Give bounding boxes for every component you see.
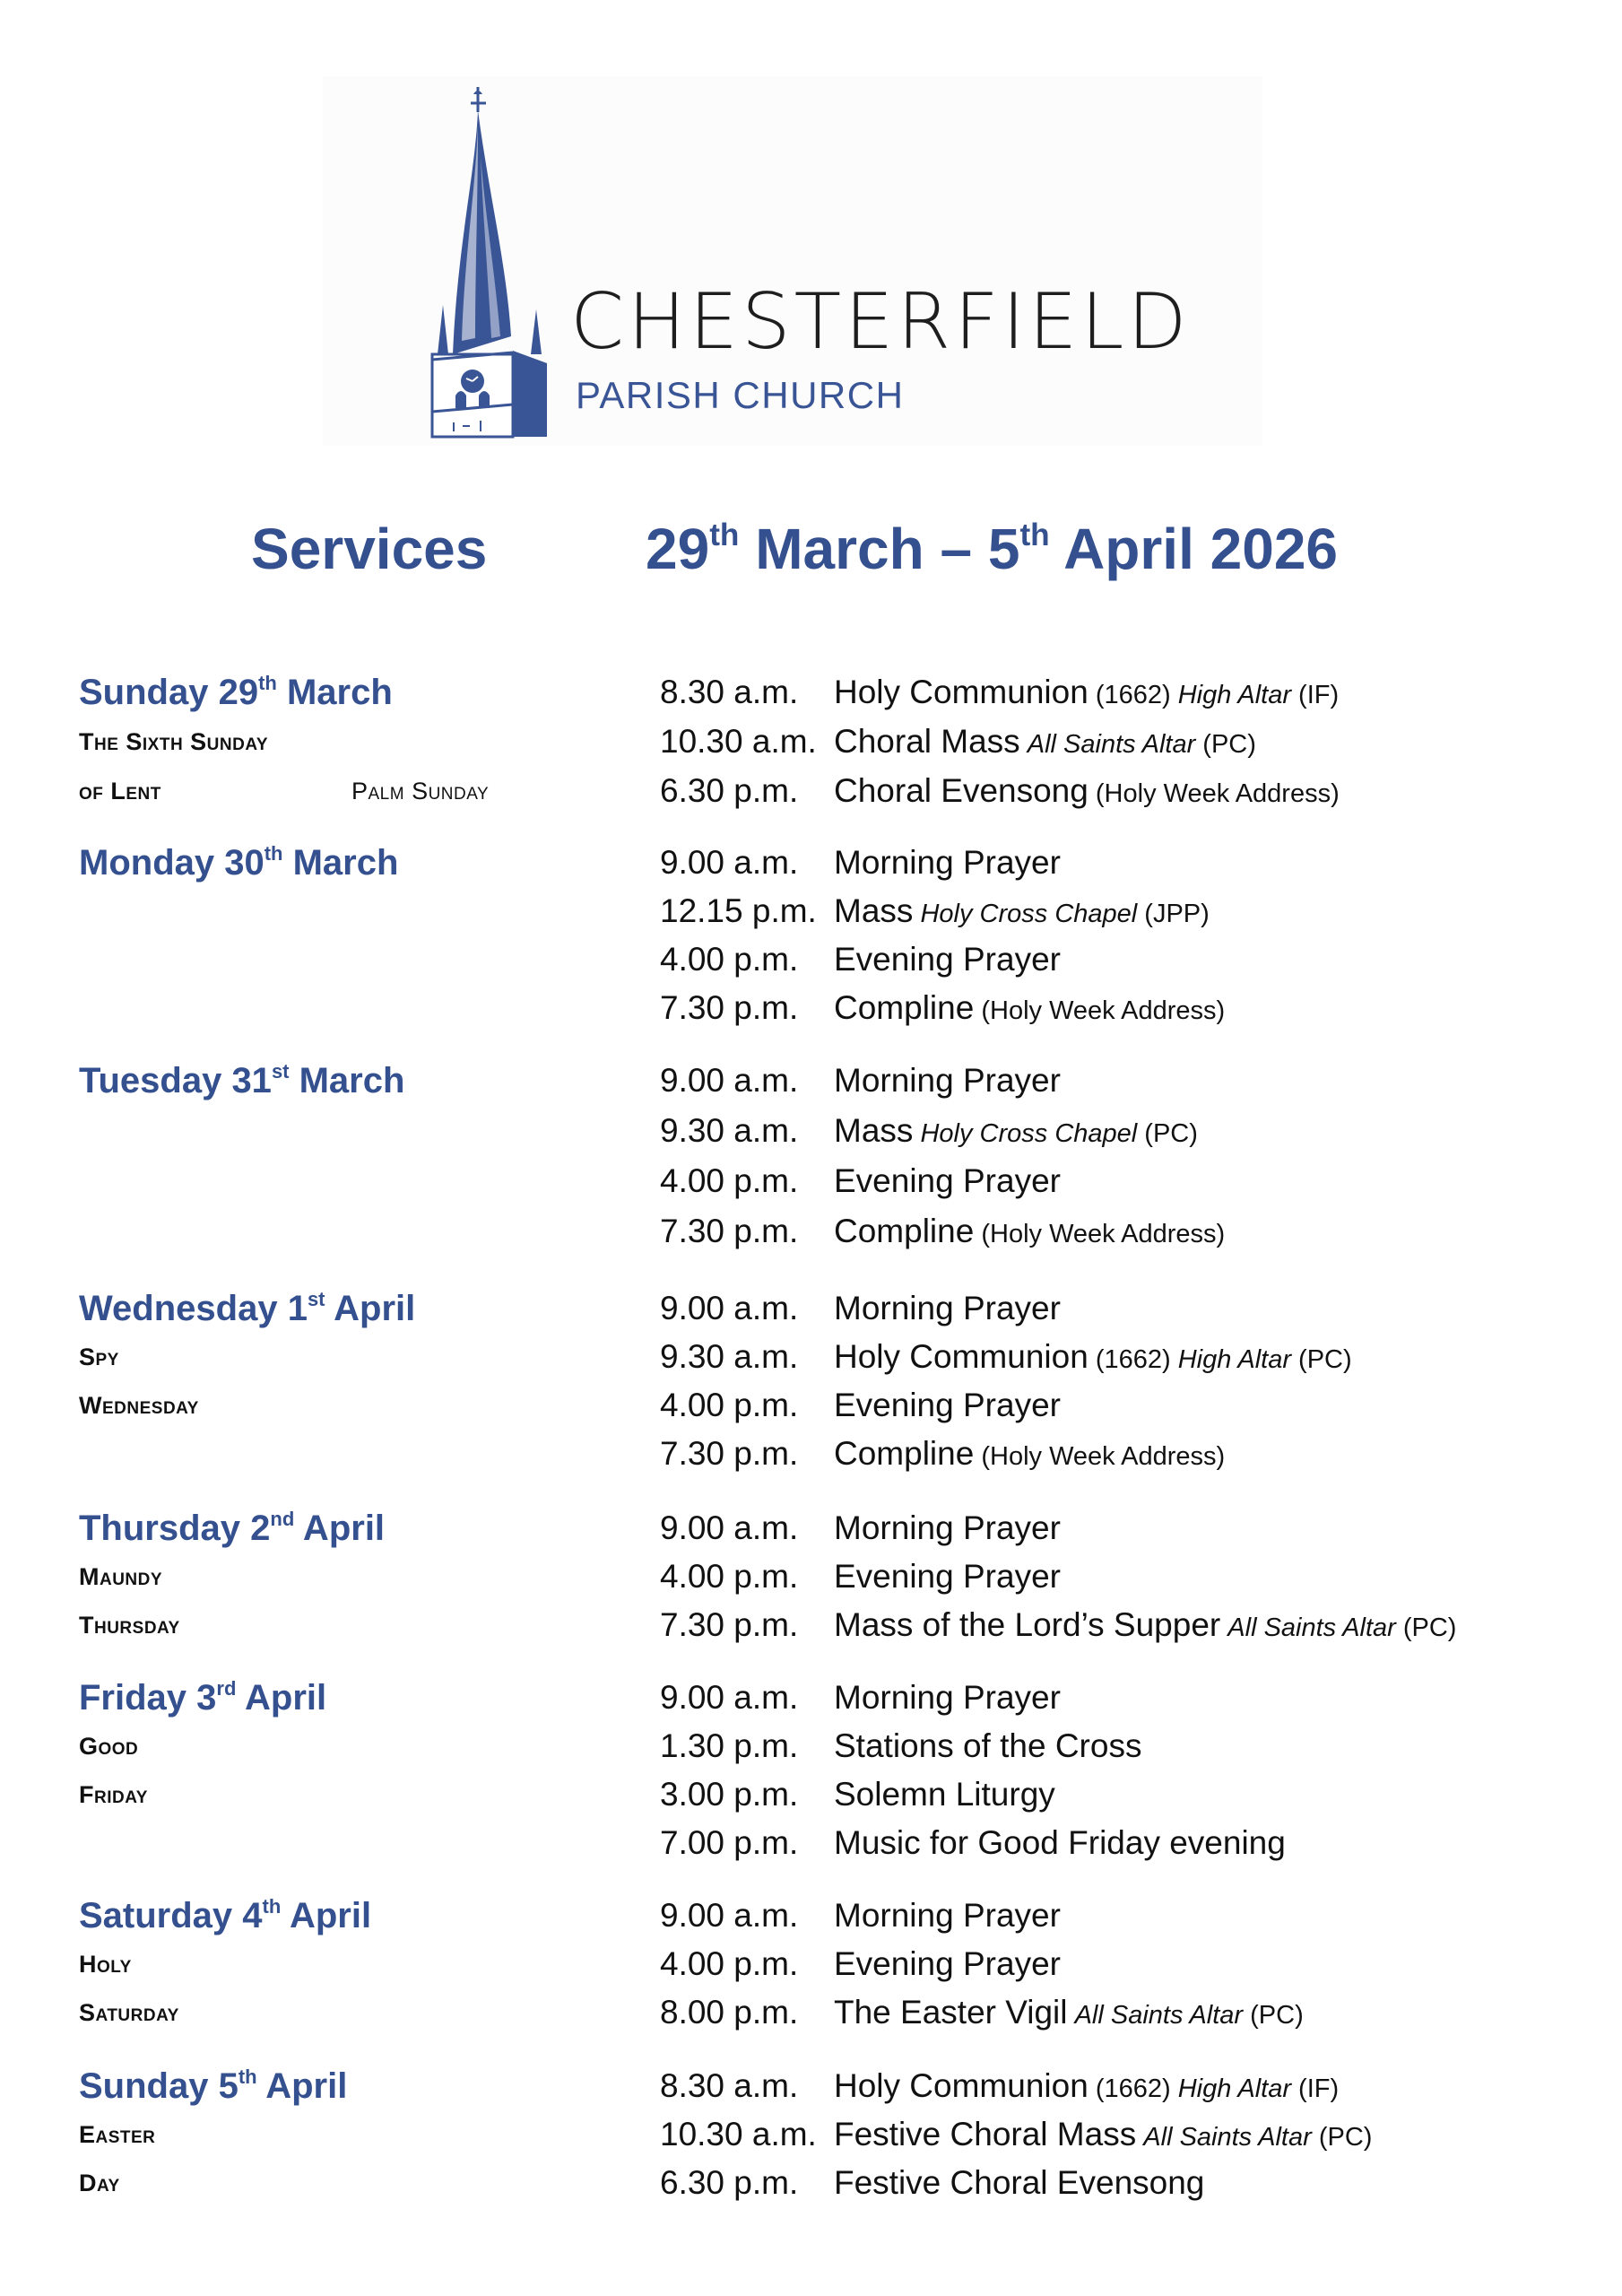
service-officiant: (PC) xyxy=(1311,2123,1373,2152)
service-name: Mass xyxy=(834,1112,914,1149)
service-name: Music for Good Friday evening xyxy=(834,1824,1286,1861)
service-location: All Saints Altar xyxy=(1027,730,1196,759)
service-row xyxy=(660,1988,1304,2039)
service-row xyxy=(660,718,1256,769)
liturgical-day-label: Wednesday xyxy=(79,1392,199,1419)
service-row xyxy=(660,1819,1286,1870)
service-note: (Holy Week Address) xyxy=(1088,779,1340,808)
service-officiant: (PC) xyxy=(1137,1119,1198,1148)
service-name: Compline xyxy=(834,989,975,1026)
service-name: Solemn Liturgy xyxy=(834,1776,1055,1813)
day-heading: Tuesday 31st March xyxy=(79,1059,405,1100)
day-heading: Friday 3rd April xyxy=(79,1676,327,1718)
service-row xyxy=(660,1770,1055,1822)
service-row xyxy=(660,1157,1061,1208)
date-range: 29th March – 5th April 2026 xyxy=(646,517,1338,581)
service-row xyxy=(660,887,1210,938)
service-row xyxy=(660,2159,1204,2210)
service-officiant: (IF) xyxy=(1291,681,1340,709)
service-row xyxy=(660,1057,1061,1108)
service-time: 4.00 p.m. xyxy=(660,1162,799,1199)
service-location: Holy Cross Chapel xyxy=(920,1119,1138,1148)
service-officiant: (JPP) xyxy=(1137,900,1210,928)
service-name: Holy Communion xyxy=(834,674,1089,710)
service-time: 7.30 p.m. xyxy=(660,1213,799,1249)
liturgical-day-label: Day xyxy=(79,2170,120,2196)
service-row xyxy=(660,984,1225,1035)
service-row xyxy=(660,767,1340,818)
day-heading: Saturday 4th April xyxy=(79,1894,372,1935)
church-subtitle: PARISH CHURCH xyxy=(576,374,905,416)
service-note: (1662) xyxy=(1088,681,1178,709)
service-officiant: (PC) xyxy=(1395,1613,1457,1642)
service-name: The Easter Vigil xyxy=(834,1994,1068,2031)
service-time: 10.30 a.m. xyxy=(660,723,817,760)
service-time: 4.00 p.m. xyxy=(660,1558,799,1595)
service-name: Evening Prayer xyxy=(834,1387,1061,1423)
church-name: CHESTERFIELD xyxy=(570,277,1191,367)
service-name: Choral Evensong xyxy=(834,772,1089,809)
service-officiant: (PC) xyxy=(1195,730,1256,759)
service-row xyxy=(660,839,1061,890)
service-row xyxy=(660,1381,1061,1432)
service-row xyxy=(660,1107,1198,1158)
liturgical-day-label: Holy xyxy=(79,1951,132,1978)
service-row xyxy=(660,1504,1061,1555)
service-time: 9.30 a.m. xyxy=(660,1112,799,1149)
service-note xyxy=(1068,2001,1075,2030)
liturgical-day-label: Easter xyxy=(79,2121,156,2148)
liturgical-day-label: Thursday xyxy=(79,1612,180,1639)
service-time: 8.00 p.m. xyxy=(660,1994,799,2031)
service-officiant: (PC) xyxy=(1243,2001,1304,2030)
service-note: (1662) xyxy=(1088,2074,1178,2103)
page-title: Services xyxy=(251,517,488,581)
service-time: 10.30 a.m. xyxy=(660,2116,817,2152)
service-name: Evening Prayer xyxy=(834,1945,1061,1982)
liturgical-day-label: Spy xyxy=(79,1344,119,1370)
service-time: 9.00 a.m. xyxy=(660,1897,799,1934)
service-name: Morning Prayer xyxy=(834,1062,1061,1099)
service-time: 4.00 p.m. xyxy=(660,1387,799,1423)
service-name: Choral Mass xyxy=(834,723,1020,760)
service-location: Holy Cross Chapel xyxy=(920,900,1138,928)
service-name: Mass of the Lord’s Supper xyxy=(834,1606,1221,1643)
service-time: 9.00 a.m. xyxy=(660,844,799,881)
service-name: Stations of the Cross xyxy=(834,1727,1142,1764)
service-note: (Holy Week Address) xyxy=(974,1442,1226,1471)
service-time: 9.00 a.m. xyxy=(660,1679,799,1716)
liturgical-day-label: The Sixth Sunday xyxy=(79,728,268,755)
service-name: Morning Prayer xyxy=(834,1679,1061,1716)
liturgical-day-label: Friday xyxy=(79,1781,148,1808)
service-row xyxy=(660,1940,1061,1991)
day-heading: Sunday 29th March xyxy=(79,671,393,712)
service-time: 1.30 p.m. xyxy=(660,1727,799,1764)
service-name: Holy Communion xyxy=(834,1338,1089,1375)
service-note: (Holy Week Address) xyxy=(974,1220,1226,1248)
service-note: (1662) xyxy=(1088,1345,1178,1374)
service-row xyxy=(660,1207,1225,1258)
service-name: Holy Communion xyxy=(834,2067,1089,2104)
service-row xyxy=(660,1333,1352,1384)
service-row xyxy=(660,1601,1456,1652)
service-time: 3.00 p.m. xyxy=(660,1776,799,1813)
service-name: Morning Prayer xyxy=(834,1290,1061,1326)
service-row xyxy=(660,1674,1061,1725)
service-time: 9.00 a.m. xyxy=(660,1062,799,1099)
day-heading: Wednesday 1st April xyxy=(79,1287,416,1328)
service-name: Morning Prayer xyxy=(834,1509,1061,1546)
liturgical-day-label: Good xyxy=(79,1733,139,1760)
service-time: 6.30 p.m. xyxy=(660,772,799,809)
service-name: Evening Prayer xyxy=(834,1558,1061,1595)
service-time: 9.00 a.m. xyxy=(660,1509,799,1546)
service-name: Mass xyxy=(834,892,914,929)
service-location: High Altar xyxy=(1177,2074,1291,2103)
service-row xyxy=(660,2062,1339,2113)
liturgical-day-label: Maundy xyxy=(79,1563,163,1590)
service-name: Evening Prayer xyxy=(834,1162,1061,1199)
day-heading: Sunday 5th April xyxy=(79,2065,348,2106)
liturgical-day-alt-label: Palm Sunday xyxy=(351,778,490,804)
service-row xyxy=(660,1722,1141,1773)
service-time: 7.30 p.m. xyxy=(660,989,799,1026)
service-location: All Saints Altar xyxy=(1074,2001,1244,2030)
service-time: 7.30 p.m. xyxy=(660,1606,799,1643)
service-time: 7.00 p.m. xyxy=(660,1824,799,1861)
service-row xyxy=(660,935,1061,987)
service-officiant: (IF) xyxy=(1291,2074,1340,2103)
service-time: 4.00 p.m. xyxy=(660,1945,799,1982)
liturgical-day-label: Saturday xyxy=(79,1999,179,2026)
service-time: 4.00 p.m. xyxy=(660,941,799,978)
service-time: 12.15 p.m. xyxy=(660,892,817,929)
service-time: 9.00 a.m. xyxy=(660,1290,799,1326)
crooked-spire-icon xyxy=(421,85,556,439)
service-row xyxy=(660,1892,1061,1943)
service-time: 7.30 p.m. xyxy=(660,1435,799,1472)
service-location: All Saints Altar xyxy=(1143,2123,1312,2152)
service-row xyxy=(660,668,1339,719)
service-name: Morning Prayer xyxy=(834,844,1061,881)
service-time: 6.30 p.m. xyxy=(660,2164,799,2201)
service-row xyxy=(660,1284,1061,1335)
service-location: High Altar xyxy=(1177,681,1291,709)
service-time: 8.30 a.m. xyxy=(660,674,799,710)
service-note xyxy=(1020,730,1028,759)
service-name: Festive Choral Evensong xyxy=(834,2164,1205,2201)
day-heading: Thursday 2nd April xyxy=(79,1507,386,1548)
service-row xyxy=(660,1430,1225,1481)
service-row xyxy=(660,1552,1061,1604)
service-name: Evening Prayer xyxy=(834,941,1061,978)
service-name: Morning Prayer xyxy=(834,1897,1061,1934)
service-time: 8.30 a.m. xyxy=(660,2067,799,2104)
service-row xyxy=(660,2110,1372,2161)
day-heading: Monday 30th March xyxy=(79,841,399,883)
service-name: Compline xyxy=(834,1435,975,1472)
service-time: 9.30 a.m. xyxy=(660,1338,799,1375)
service-officiant: (PC) xyxy=(1291,1345,1352,1374)
service-location: All Saints Altar xyxy=(1227,1613,1396,1642)
service-name: Festive Choral Mass xyxy=(834,2116,1137,2152)
service-note: (Holy Week Address) xyxy=(974,996,1226,1025)
service-name: Compline xyxy=(834,1213,975,1249)
service-location: High Altar xyxy=(1177,1345,1291,1374)
liturgical-day-label: of Lent xyxy=(79,778,161,804)
